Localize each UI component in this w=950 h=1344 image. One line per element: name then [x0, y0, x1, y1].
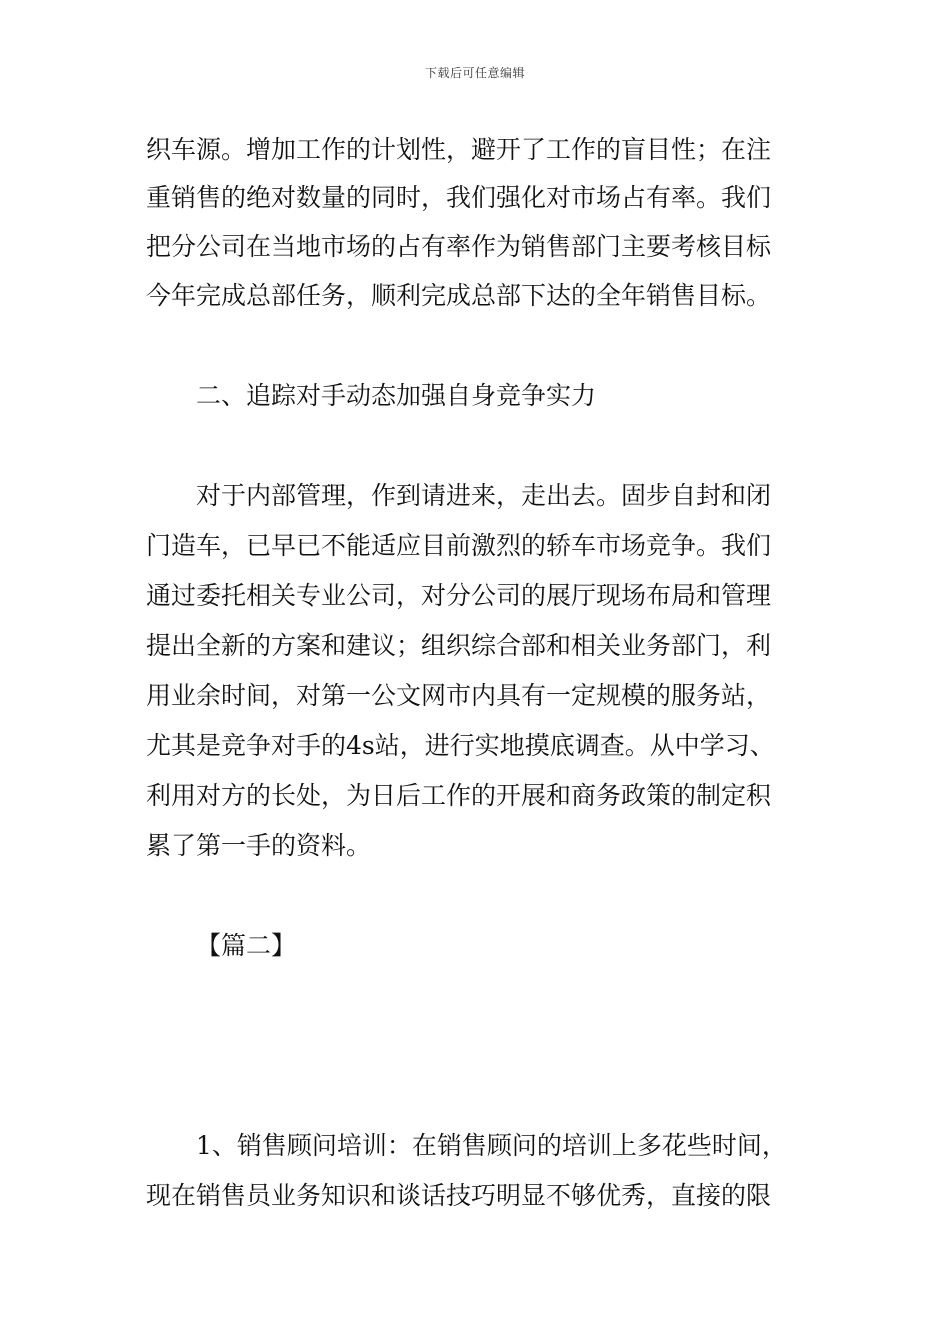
text-line: 织车源。增加工作的计划性，避开了工作的盲目性；在注 [146, 135, 772, 164]
text-line: 累了第一手的资料。 [146, 831, 372, 860]
text-line: 提出全新的方案和建议；组织综合部和相关业务部门，利 [146, 631, 772, 660]
text-line: 利用对方的长处，为日后工作的开展和商务政策的制定积 [146, 781, 772, 810]
text-line: 1、销售顾问培训：在销售顾问的培训上多花些时间， [196, 1131, 787, 1160]
text-line: 把分公司在当地市场的占有率作为销售部门主要考核目标 [146, 232, 772, 261]
page-header: 下载后可任意编辑 [424, 66, 525, 80]
section-heading: 二、追踪对手动态加强自身竞争实力 [196, 381, 597, 410]
text-line: 今年完成总部任务，顺利完成总部下达的全年销售目标。 [146, 281, 772, 310]
text-line: 尤其是竞争对手的4s站，进行实地摸底调查。从中学习、 [146, 731, 775, 760]
text-line: 对于内部管理，作到请进来，走出去。固步自封和闭 [196, 481, 772, 510]
part-heading: 【篇二】 [196, 931, 297, 960]
text-line: 现在销售员业务知识和谈话技巧明显不够优秀，直接的限 [146, 1181, 772, 1210]
text-line: 用业余时间，对第一公文网市内具有一定规模的服务站， [146, 681, 772, 710]
text-line: 通过委托相关专业公司，对分公司的展厅现场布局和管理 [146, 581, 772, 610]
text-line: 门造车，已早已不能适应目前激烈的轿车市场竞争。我们 [146, 531, 772, 560]
text-line: 重销售的绝对数量的同时，我们强化对市场占有率。我们 [146, 183, 772, 212]
